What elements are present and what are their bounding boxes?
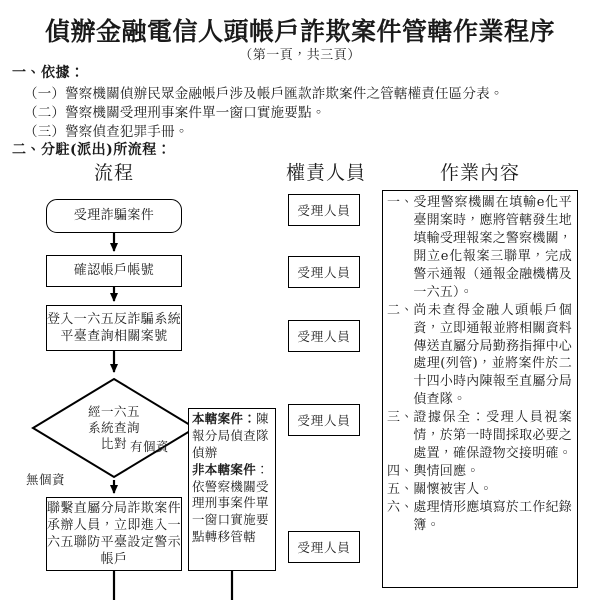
jurisdiction-nonlocal-body: ：依警察機關受理刑事案件單一窗口實施要點轉移管轄: [192, 461, 269, 545]
work-content-panel: [382, 190, 578, 588]
work-item-marker: 六、: [387, 499, 414, 515]
branch-label-no-personal-data: 無個資: [26, 472, 66, 487]
flow-node-accept-fraud-case[interactable]: 受理詐騙案件: [46, 199, 182, 233]
person-box-2[interactable]: 受理人員: [288, 256, 360, 288]
page-title: 偵辦金融電信人頭帳戶詐欺案件管轄作業程序: [44, 17, 555, 46]
procedure-heading: 二、分駐(派出)所流程：: [12, 142, 172, 158]
flow-node-login-165-platform[interactable]: 登入一六五反詐騙系統平臺查詢相關案號: [46, 305, 182, 351]
work-item-marker: 四、: [387, 464, 414, 480]
flow-node-decision-165-query[interactable]: [30, 376, 198, 480]
basis-item-3: （三）警察偵查犯罪手冊。: [24, 124, 189, 140]
person-box-1[interactable]: 受理人員: [288, 194, 360, 226]
work-item: [387, 302, 572, 410]
branch-label-has-personal-data: 有個資: [130, 439, 170, 454]
work-item-marker: 二、: [387, 302, 414, 318]
flow-node-contact-branch-set-alert[interactable]: 聯繫直屬分局詐欺案件承辦人員，立即進入一六五聯防平臺設定警示帳戶: [46, 497, 182, 571]
diamond-shape: [30, 376, 198, 480]
basis-item-2: （二）警察機關受理刑事案件單一窗口實施要點。: [24, 105, 326, 121]
column-header-work: 作業內容: [439, 162, 520, 184]
work-item-text: 輿情回應。: [413, 464, 480, 480]
work-item-text: 關懷被害人。: [413, 482, 493, 497]
basis-heading: 一、依據：: [12, 65, 85, 81]
flow-node-jurisdiction-result[interactable]: [188, 408, 276, 571]
work-item-text: 受理警察機關在填輸e化平臺開案時，應將管轄發生地填輸受理報案之警察機關，開立e化報案三聯單，完成警示通報（通報金融機構及一六五）。: [413, 195, 572, 300]
work-item: [387, 499, 572, 535]
column-header-person: 權責人員: [285, 162, 366, 184]
basis-item-1: （一）警察機關偵辦民眾金融帳戶涉及帳戶匯款詐欺案件之管轄權責任區分表。: [24, 86, 504, 102]
person-box-4[interactable]: 受理人員: [288, 404, 360, 436]
page-subtitle: （第一頁，共三頁）: [239, 48, 361, 63]
work-item-marker: 三、: [387, 410, 414, 426]
jurisdiction-nonlocal: [192, 462, 272, 546]
work-item-text: 尚未查得金融人頭帳戶個資，立即通報並將相關資料傳送直屬分局勤務指揮中心處理(列管)，並將案件於二十四小時內陳報至直屬分局偵查隊。: [413, 302, 572, 408]
decision-label-line-3: 比對: [100, 436, 127, 452]
jurisdiction-nonlocal-title: 非本轄案件: [192, 461, 257, 477]
work-item-text: 證據保全：受理人員視案情，於第一時間採取必要之處置，確保證物交接明確。: [413, 410, 572, 462]
flow-node-confirm-account[interactable]: 確認帳戶帳號: [46, 255, 182, 287]
work-item: [387, 463, 572, 481]
decision-label-line-2: 系統查詢: [87, 419, 140, 435]
person-box-5[interactable]: 受理人員: [288, 531, 360, 563]
column-header-flow: 流程: [93, 162, 134, 184]
work-item-marker: 一、: [387, 195, 414, 210]
jurisdiction-local-body: 陳報分局偵查隊偵辦: [192, 411, 269, 460]
work-item: [387, 481, 572, 499]
work-item-text: 處理情形應填寫於工作紀錄簿。: [413, 499, 572, 533]
jurisdiction-local-title: 本轄案件：: [192, 411, 257, 426]
work-item: [387, 409, 572, 463]
work-item: [387, 194, 572, 302]
decision-label-line-1: 經一六五: [87, 403, 140, 419]
jurisdiction-local: [192, 411, 272, 462]
person-box-3[interactable]: 受理人員: [288, 320, 360, 352]
work-item-marker: 五、: [387, 482, 414, 497]
